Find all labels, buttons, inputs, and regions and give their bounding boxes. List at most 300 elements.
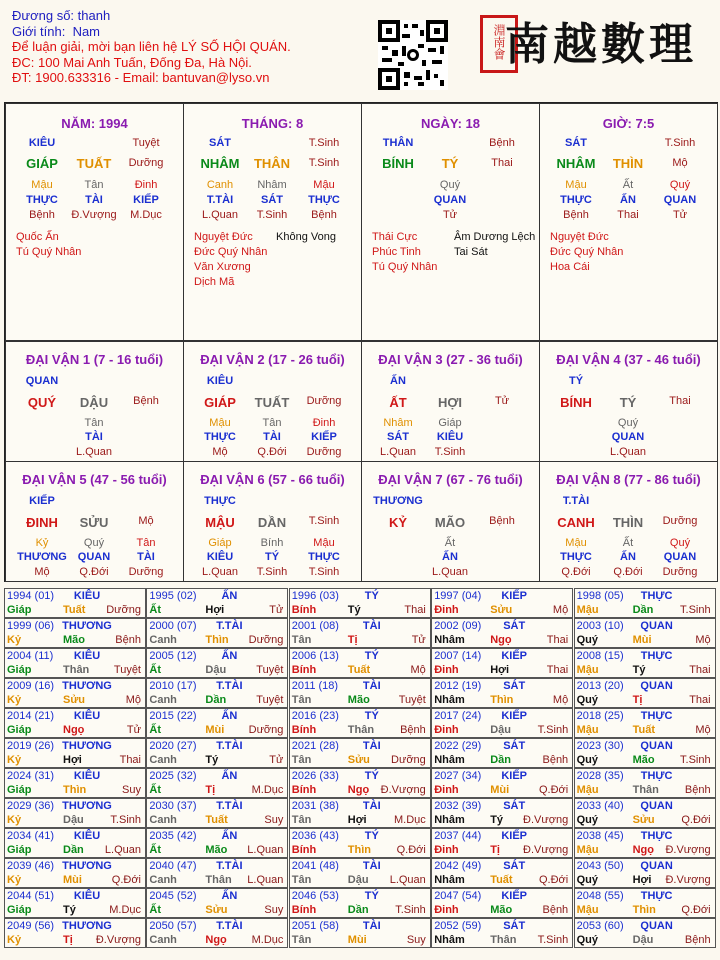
hidden-stem: Tân <box>262 417 282 429</box>
year-can: Mậu <box>576 844 599 856</box>
year-cell <box>4 708 146 738</box>
hidden-god: KIẾP <box>311 431 337 443</box>
dai-van-stage: Thai <box>669 395 691 407</box>
hidden-god: TÀI <box>137 551 155 563</box>
year-cell <box>4 768 146 798</box>
year-label: 2007 (14) <box>434 650 482 662</box>
hidden-stem: Giáp <box>208 537 232 549</box>
hidden-stage: T.Sinh <box>256 209 288 221</box>
year-chi: Mão <box>347 694 370 706</box>
year-god: TÀI <box>362 620 381 632</box>
pillar-can: GIÁP <box>26 156 58 171</box>
year-can: Kỷ <box>7 634 22 646</box>
hidden-stem: Bính <box>260 537 284 549</box>
hidden-stem: Mậu <box>209 417 231 429</box>
dai-van-4 <box>539 341 718 462</box>
year-cell <box>4 918 146 948</box>
hidden-god: THỰC <box>308 551 340 563</box>
year-label: 2033 (40) <box>576 800 624 812</box>
pillar-title: GIỜ: 7:5 <box>602 116 655 131</box>
year-stage: Bệnh <box>115 634 141 646</box>
hidden-god: TÀI <box>85 194 103 206</box>
year-cell <box>4 588 146 618</box>
year-god: SÁT <box>503 800 526 812</box>
dai-van-3 <box>361 341 540 462</box>
year-cell <box>146 738 288 768</box>
year-label: 2002 (09) <box>434 620 482 632</box>
year-can: Kỷ <box>7 814 22 826</box>
dai-van-god: THỰC <box>204 495 236 507</box>
year-stage: Q.Đới <box>538 784 569 796</box>
year-stage: Mộ <box>695 724 711 736</box>
year-chi: Tị <box>490 844 500 856</box>
year-cell <box>289 708 431 738</box>
year-label: 2045 (52) <box>149 890 197 902</box>
hidden-stem: Đinh <box>134 179 158 191</box>
year-god: SÁT <box>503 680 526 692</box>
dai-van-title: ĐẠI VẬN 4 (37 - 46 tuổi) <box>556 352 701 367</box>
year-label: 2004 (11) <box>7 650 54 662</box>
pillar-stage: Dưỡng <box>128 157 164 169</box>
hidden-stage: T.Sinh <box>308 566 340 578</box>
year-can: Kỷ <box>7 754 22 766</box>
year-stage: Mộ <box>552 604 569 616</box>
dai-van-8 <box>539 461 718 582</box>
star-2: Âm Dương Lệch <box>454 231 536 243</box>
year-label: 2008 (15) <box>576 650 624 662</box>
year-cell <box>289 618 431 648</box>
year-chi: Tý <box>347 604 361 616</box>
year-can: Canh <box>149 634 177 646</box>
year-can: Nhâm <box>434 694 465 706</box>
year-stage: T.Sinh <box>680 754 711 766</box>
year-table <box>4 588 716 950</box>
year-can: Bính <box>291 724 317 736</box>
year-god: ẤN <box>221 770 238 782</box>
year-stage: Suy <box>264 814 284 826</box>
star: Đức Quý Nhân <box>550 246 624 258</box>
dai-van-stage: Mộ <box>138 515 154 527</box>
year-stage: Dưỡng <box>248 634 284 646</box>
year-cell <box>574 828 716 858</box>
hidden-stem: Mậu <box>313 179 335 191</box>
dai-van-can: MẬU <box>205 515 235 530</box>
year-god: T.TÀI <box>216 860 243 872</box>
year-label: 2053 (60) <box>576 920 624 932</box>
year-cell <box>289 888 431 918</box>
pillar-3 <box>361 103 540 341</box>
hidden-stage: Đ.Vượng <box>71 209 117 221</box>
star: Hoa Cái <box>550 261 590 273</box>
hidden-stem: Ất <box>622 537 634 549</box>
chart-grid <box>4 102 718 582</box>
year-label: 2000 (07) <box>149 620 197 632</box>
year-stage: Q.Đới <box>538 874 569 886</box>
year-stage: Dưỡng <box>391 754 426 766</box>
dai-van-chi: HỢI <box>437 395 463 410</box>
hidden-stage: L.Quan <box>431 566 469 578</box>
pillar-title: THÁNG: 8 <box>241 116 304 131</box>
hidden-stage: Tử <box>442 209 458 221</box>
year-chi: Ngọ <box>205 934 227 946</box>
dai-van-title: ĐẠI VẬN 1 (7 - 16 tuổi) <box>25 352 164 367</box>
gender-value: Nam <box>72 23 101 39</box>
year-can: Bính <box>291 664 317 676</box>
dai-van-title: ĐẠI VẬN 8 (77 - 86 tuổi) <box>556 472 701 487</box>
dai-van-6 <box>183 461 362 582</box>
year-can: Ất <box>149 904 161 916</box>
dai-van-can: ĐINH <box>26 515 58 530</box>
year-stage: Thai <box>546 634 569 646</box>
year-label: 1995 (02) <box>149 590 197 602</box>
year-chi: Dần <box>205 694 227 706</box>
hidden-god: KIẾP <box>133 194 159 206</box>
star-2: Tai Sát <box>454 246 488 258</box>
hidden-stem: Ất <box>444 537 456 549</box>
year-stage: Bệnh <box>684 934 711 946</box>
contact-line-1: Để luận giải, mời bạn liên hệ LÝ SỐ HỘI QUÁN. <box>12 39 291 54</box>
year-god: KIÊU <box>73 830 101 842</box>
year-cell <box>431 888 573 918</box>
year-can: Nhâm <box>434 754 465 766</box>
hidden-god: ẤN <box>620 551 636 563</box>
year-cell <box>146 708 288 738</box>
year-can: Bính <box>291 784 317 796</box>
year-stage: Đ.Vượng <box>523 844 569 856</box>
year-god: ẤN <box>221 650 238 662</box>
hidden-god: QUAN <box>663 194 697 206</box>
year-cell <box>146 678 288 708</box>
year-cell <box>431 918 573 948</box>
year-stage: L.Quan <box>389 874 426 886</box>
year-can: Giáp <box>7 844 32 856</box>
dai-van-god: KIÊU <box>206 375 234 387</box>
year-god: KIÊU <box>73 650 101 662</box>
year-can: Tân <box>291 754 312 766</box>
year-stage: Thai <box>404 604 426 616</box>
pillar-top-stage: Tuyệt <box>132 137 160 149</box>
year-stage: Đ.Vượng <box>665 874 711 886</box>
year-label: 2039 (46) <box>7 860 55 872</box>
year-stage: Tử <box>269 754 284 766</box>
year-can: Canh <box>149 814 177 826</box>
year-cell <box>289 738 431 768</box>
year-stage: Thai <box>546 664 569 676</box>
hidden-stem: Đinh <box>312 417 336 429</box>
year-can: Bính <box>291 604 317 616</box>
year-stage: Bệnh <box>400 724 426 736</box>
year-cell <box>574 708 716 738</box>
dai-van-can: CANH <box>557 515 595 530</box>
year-stage: Mộ <box>125 694 141 706</box>
year-chi: Tị <box>63 934 73 946</box>
year-cell <box>289 648 431 678</box>
year-chi: Tuất <box>632 724 655 736</box>
year-cell <box>146 828 288 858</box>
year-cell <box>431 708 573 738</box>
hidden-stage: Q.Đới <box>79 566 109 578</box>
year-stage: Tử <box>411 634 426 646</box>
pillar-top-god: THÂN <box>382 137 414 149</box>
pillar-top-god: KIÊU <box>28 137 56 149</box>
hidden-stage: Mộ <box>34 566 50 578</box>
hidden-stem: Quý <box>439 179 461 191</box>
hidden-god: THỰC <box>560 551 592 563</box>
year-label: 2016 (23) <box>291 710 339 722</box>
hidden-stage: Dưỡng <box>306 446 342 458</box>
year-label: 2034 (41) <box>7 830 55 842</box>
year-stage: Dưỡng <box>248 724 284 736</box>
pillar-chi: TUẤT <box>76 156 112 171</box>
year-can: Ất <box>149 604 161 616</box>
contact-line-2: ĐC: 100 Mai Anh Tuấn, Đống Đa, Hà Nội. <box>12 54 252 70</box>
year-label: 2015 (22) <box>149 710 197 722</box>
year-cell <box>574 678 716 708</box>
year-can: Mậu <box>576 784 599 796</box>
year-chi: Dậu <box>63 814 84 826</box>
year-can: Kỷ <box>7 694 22 706</box>
year-god: QUAN <box>640 620 673 632</box>
hidden-stage: Q.Đới <box>561 566 591 578</box>
year-cell <box>431 798 573 828</box>
year-god: THƯƠNG <box>62 800 112 812</box>
year-cell <box>4 828 146 858</box>
pillar-top-god: SÁT <box>209 137 231 149</box>
hidden-god: ẤN <box>620 194 636 206</box>
star: Dịch Mã <box>194 276 235 288</box>
year-stage: Thai <box>689 694 711 706</box>
year-chi: Dậu <box>347 874 369 886</box>
year-chi: Mão <box>632 754 655 766</box>
year-chi: Dần <box>347 904 369 916</box>
hidden-god: KIÊU <box>436 431 464 443</box>
year-label: 2022 (29) <box>434 740 482 752</box>
year-god: THỰC <box>640 830 673 842</box>
year-can: Đinh <box>434 724 459 736</box>
year-god: QUAN <box>640 920 673 932</box>
hidden-god: THƯƠNG <box>17 551 67 563</box>
dai-van-5 <box>5 461 184 582</box>
year-stage: M.Dục <box>109 904 141 916</box>
year-god: TÀI <box>362 800 381 812</box>
dai-van-7 <box>361 461 540 582</box>
year-cell <box>4 618 146 648</box>
year-label: 1998 (05) <box>576 590 624 602</box>
year-cell <box>146 798 288 828</box>
year-can: Mậu <box>576 724 599 736</box>
year-god: SÁT <box>503 920 526 932</box>
dai-van-god: KIẾP <box>29 495 55 507</box>
year-stage: Suy <box>264 904 284 916</box>
hidden-god: QUAN <box>433 194 467 206</box>
year-cell <box>431 618 573 648</box>
year-chi: Sửu <box>347 754 370 766</box>
year-chi: Thân <box>632 784 659 796</box>
dai-van-title: ĐẠI VẬN 7 (67 - 76 tuổi) <box>378 472 523 487</box>
hidden-stem: Quý <box>617 417 639 429</box>
year-can: Ất <box>149 664 161 676</box>
year-cell <box>574 858 716 888</box>
pillar-2 <box>183 103 362 341</box>
year-label: 2021 (28) <box>291 740 339 752</box>
year-god: KIẾP <box>501 590 528 602</box>
year-chi: Thân <box>490 934 517 946</box>
dai-van-stage: Dưỡng <box>306 395 342 407</box>
year-god: KIÊU <box>73 590 101 602</box>
year-can: Tân <box>291 874 312 886</box>
year-label: 2017 (24) <box>434 710 482 722</box>
year-can: Quý <box>576 814 598 826</box>
dai-van-can: GIÁP <box>204 395 236 410</box>
year-god: QUAN <box>640 740 673 752</box>
year-stage: Đ.Vượng <box>665 844 711 856</box>
year-chi: Mùi <box>63 874 82 886</box>
hidden-god: QUAN <box>663 551 697 563</box>
pillar-can: BÍNH <box>382 156 414 171</box>
year-cell <box>4 858 146 888</box>
year-label: 1994 (01) <box>7 590 55 602</box>
year-can: Tân <box>291 814 312 826</box>
hidden-stem: Tân <box>84 417 104 429</box>
star: Phúc Tinh <box>372 246 421 258</box>
year-label: 2010 (17) <box>149 680 197 692</box>
name-label: Đương số: <box>12 8 75 23</box>
hidden-god: SÁT <box>387 431 409 443</box>
year-stage: Mộ <box>695 634 711 646</box>
hidden-stem: Ất <box>622 179 634 191</box>
year-god: KIÊU <box>73 710 101 722</box>
info-block <box>12 8 291 86</box>
year-chi: Thìn <box>632 904 656 916</box>
year-chi: Tý <box>63 904 76 916</box>
dai-van-god: QUAN <box>25 375 59 387</box>
hidden-stage: Dưỡng <box>128 566 164 578</box>
year-stage: L.Quan <box>247 844 284 856</box>
year-can: Canh <box>149 874 177 886</box>
year-chi: Ngọ <box>347 784 370 796</box>
year-chi: Tuất <box>490 874 513 886</box>
pillar-chi: THÌN <box>612 156 644 171</box>
year-chi: Dậu <box>205 664 227 676</box>
hidden-god: THỰC <box>560 194 592 206</box>
year-label: 2040 (47) <box>149 860 197 872</box>
year-god: KIÊU <box>73 890 101 902</box>
year-stage: Q.Đới <box>681 814 711 826</box>
year-can: Đinh <box>434 844 459 856</box>
year-god: THỰC <box>640 770 673 782</box>
dai-van-can: QUÝ <box>27 395 57 410</box>
dai-van-stage: Dưỡng <box>662 515 698 527</box>
hidden-stage: Dưỡng <box>662 566 698 578</box>
hidden-stage: L.Quan <box>379 446 417 458</box>
year-stage: Đ.Vượng <box>523 814 569 826</box>
year-cell <box>574 588 716 618</box>
year-can: Giáp <box>7 784 32 796</box>
pillar-1 <box>5 103 184 341</box>
year-cell <box>146 768 288 798</box>
dai-van-can: ẤT <box>389 395 407 410</box>
year-cell <box>146 858 288 888</box>
year-can: Giáp <box>7 724 32 736</box>
year-god: T.TÀI <box>216 620 243 632</box>
year-god: THƯƠNG <box>62 740 112 752</box>
year-chi: Thìn <box>490 694 514 706</box>
year-chi: Mùi <box>490 784 510 796</box>
year-label: 2020 (27) <box>149 740 197 752</box>
hidden-stem: Giáp <box>438 417 462 429</box>
qr-code-icon[interactable] <box>378 20 448 90</box>
star: Đức Quý Nhân <box>194 246 268 258</box>
year-cell <box>574 618 716 648</box>
hidden-stage: Tử <box>672 209 688 221</box>
hidden-stem: Mậu <box>565 537 587 549</box>
pillar-top-stage: T.Sinh <box>664 137 696 149</box>
star: Tú Quý Nhân <box>372 261 438 273</box>
hidden-god: THỰC <box>26 194 58 206</box>
year-label: 2027 (34) <box>434 770 482 782</box>
year-label: 2025 (32) <box>149 770 197 782</box>
year-can: Bính <box>291 844 317 856</box>
year-chi: Thân <box>205 874 232 886</box>
year-chi: Mão <box>63 634 85 646</box>
year-label: 2037 (44) <box>434 830 482 842</box>
year-god: QUAN <box>640 680 673 692</box>
hidden-stage: Q.Đới <box>257 446 287 458</box>
year-cell <box>574 888 716 918</box>
year-chi: Sửu <box>63 694 86 706</box>
hidden-stage: Mộ <box>212 446 228 458</box>
year-label: 2051 (58) <box>291 920 339 932</box>
year-stage: Q.Đới <box>396 844 426 856</box>
hidden-stem: Canh <box>206 179 234 191</box>
year-chi: Sửu <box>205 904 228 916</box>
hidden-stage: Q.Đới <box>613 566 643 578</box>
hidden-stage: L.Quan <box>609 446 647 458</box>
year-can: Canh <box>149 934 177 946</box>
dai-van-1 <box>5 341 184 462</box>
year-can: Quý <box>576 754 598 766</box>
year-chi: Mùi <box>347 934 367 946</box>
pillar-top-stage: T.Sinh <box>308 137 340 149</box>
hidden-stage: T.Sinh <box>434 446 466 458</box>
hidden-stem: Nhâm <box>383 417 413 429</box>
year-cell <box>431 648 573 678</box>
year-can: Ất <box>149 724 161 736</box>
year-can: Giáp <box>7 604 32 616</box>
year-stage: Q.Đới <box>111 874 141 886</box>
year-chi: Tị <box>205 784 216 796</box>
dai-van-stage: Bệnh <box>133 395 159 407</box>
year-stage: Bệnh <box>542 754 569 766</box>
year-chi: Tuất <box>63 604 86 616</box>
seal-stamp: 淵南會 <box>480 15 518 73</box>
year-label: 2052 (59) <box>434 920 482 932</box>
year-god: KIẾP <box>501 770 528 782</box>
year-god: KIẾP <box>501 830 528 842</box>
year-label: 1996 (03) <box>291 590 339 602</box>
year-can: Nhâm <box>434 634 465 646</box>
year-label: 2041 (48) <box>291 860 339 872</box>
year-label: 2005 (12) <box>149 650 197 662</box>
year-chi: Tý <box>490 814 504 826</box>
year-god: ẤN <box>221 830 238 842</box>
year-label: 2050 (57) <box>149 920 197 932</box>
year-cell <box>574 918 716 948</box>
year-can: Kỷ <box>7 874 22 886</box>
hidden-god: T.TÀI <box>206 194 234 206</box>
year-can: Mậu <box>576 904 599 916</box>
year-god: THƯƠNG <box>62 680 112 692</box>
